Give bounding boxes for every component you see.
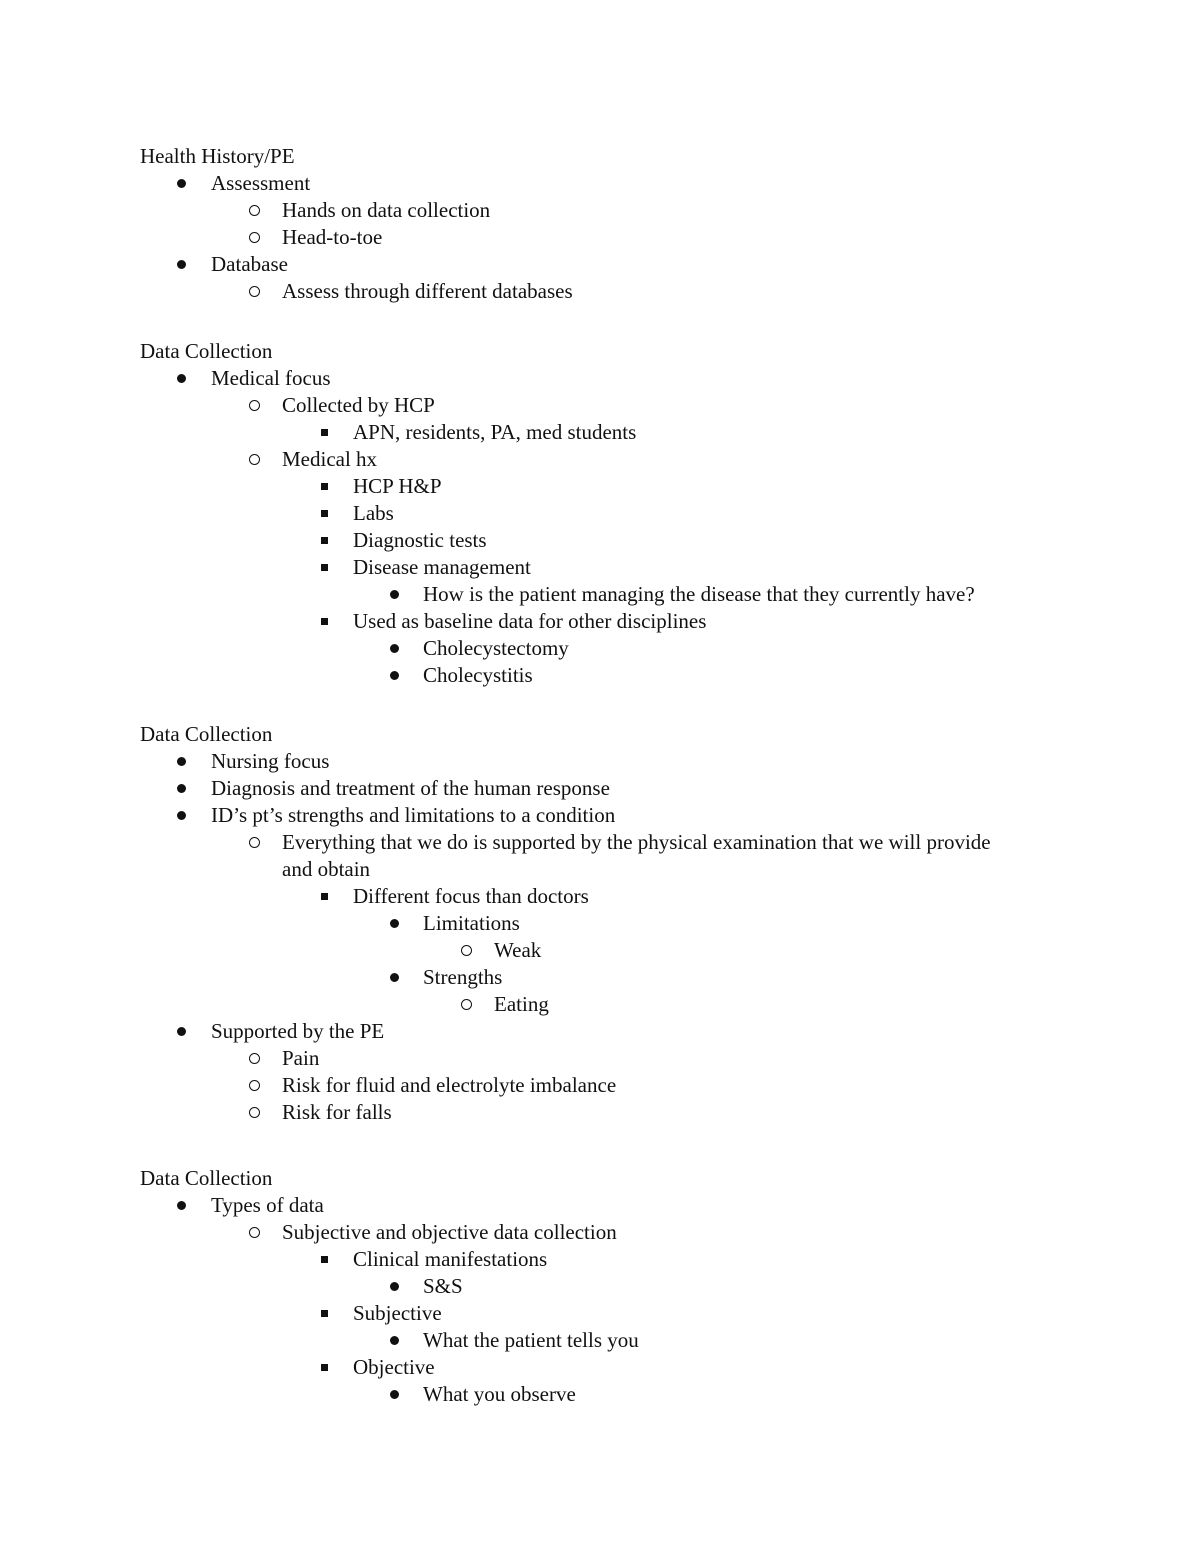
list-item: Labs xyxy=(140,500,1060,527)
hollow-bullet-icon xyxy=(244,829,264,856)
section-health-history xyxy=(140,143,1060,305)
outline-list xyxy=(140,1192,1060,1408)
list-item: Assessment xyxy=(140,170,1060,197)
hollow-bullet-icon xyxy=(244,278,264,305)
list-item: Subjective xyxy=(140,1300,1060,1327)
hollow-bullet-icon xyxy=(244,1219,264,1246)
filled-bullet-icon xyxy=(171,251,191,278)
hollow-bullet-icon xyxy=(244,224,264,251)
list-item: Assess through different databases xyxy=(140,278,1060,305)
list-item: What you observe xyxy=(140,1381,1060,1408)
hollow-bullet-icon xyxy=(244,1045,264,1072)
list-item: Diagnosis and treatment of the human response xyxy=(140,775,1060,802)
list-item: Risk for fluid and electrolyte imbalance xyxy=(140,1072,1060,1099)
list-item: Subjective and objective data collection xyxy=(140,1219,1060,1246)
section-data-collection-types xyxy=(140,1165,1060,1408)
list-item: Medical hx xyxy=(140,446,1060,473)
square-bullet-icon xyxy=(314,1246,334,1273)
square-bullet-icon xyxy=(314,527,334,554)
list-item: Used as baseline data for other disciplines xyxy=(140,608,1060,635)
square-bullet-icon xyxy=(314,1354,334,1381)
list-item: Cholecystectomy xyxy=(140,635,1060,662)
list-item: Strengths xyxy=(140,964,1060,991)
outline-list xyxy=(140,365,1060,689)
list-item: Collected by HCP xyxy=(140,392,1060,419)
list-item: HCP H&P xyxy=(140,473,1060,500)
list-item: Eating xyxy=(140,991,1060,1018)
hollow-bullet-icon xyxy=(244,1099,264,1126)
hollow-bullet-icon xyxy=(456,937,476,964)
list-item: Diagnostic tests xyxy=(140,527,1060,554)
section-data-collection-nursing xyxy=(140,721,1060,1126)
list-item: What the patient tells you xyxy=(140,1327,1060,1354)
square-bullet-icon xyxy=(314,419,334,446)
list-item: Hands on data collection xyxy=(140,197,1060,224)
list-item: Everything that we do is supported by the physical examination that we will provide and obtain xyxy=(140,829,1060,883)
square-bullet-icon xyxy=(314,473,334,500)
filled-bullet-icon xyxy=(384,662,404,689)
filled-bullet-icon xyxy=(384,1327,404,1354)
list-item: S&S xyxy=(140,1273,1060,1300)
square-bullet-icon xyxy=(314,608,334,635)
filled-bullet-icon xyxy=(171,775,191,802)
filled-bullet-icon xyxy=(384,1273,404,1300)
filled-bullet-icon xyxy=(171,802,191,829)
square-bullet-icon xyxy=(314,1300,334,1327)
list-item: APN, residents, PA, med students xyxy=(140,419,1060,446)
hollow-bullet-icon xyxy=(244,392,264,419)
filled-bullet-icon xyxy=(171,365,191,392)
square-bullet-icon xyxy=(314,500,334,527)
filled-bullet-icon xyxy=(171,170,191,197)
filled-bullet-icon xyxy=(171,1192,191,1219)
outline-list xyxy=(140,748,1060,1126)
list-item: Head-to-toe xyxy=(140,224,1060,251)
filled-bullet-icon xyxy=(171,1018,191,1045)
filled-bullet-icon xyxy=(384,635,404,662)
hollow-bullet-icon xyxy=(244,1072,264,1099)
list-item: Limitations xyxy=(140,910,1060,937)
section-data-collection-medical xyxy=(140,338,1060,689)
section-heading: Data Collection xyxy=(140,339,273,363)
list-item: Different focus than doctors xyxy=(140,883,1060,910)
list-item: Nursing focus xyxy=(140,748,1060,775)
hollow-bullet-icon xyxy=(244,197,264,224)
list-item: Types of data xyxy=(140,1192,1060,1219)
list-item: Risk for falls xyxy=(140,1099,1060,1126)
filled-bullet-icon xyxy=(384,910,404,937)
section-heading: Data Collection xyxy=(140,722,273,746)
filled-bullet-icon xyxy=(171,748,191,775)
list-item: Clinical manifestations xyxy=(140,1246,1060,1273)
hollow-bullet-icon xyxy=(456,991,476,1018)
list-item: Cholecystitis xyxy=(140,662,1060,689)
list-item: Medical focus xyxy=(140,365,1060,392)
section-heading: Data Collection xyxy=(140,1166,273,1190)
square-bullet-icon xyxy=(314,883,334,910)
list-item: ID’s pt’s strengths and limitations to a condition xyxy=(140,802,1060,829)
list-item: Objective xyxy=(140,1354,1060,1381)
section-heading: Health History/PE xyxy=(140,144,295,168)
list-item: Disease management xyxy=(140,554,1060,581)
list-item: Supported by the PE xyxy=(140,1018,1060,1045)
outline-list xyxy=(140,170,1060,305)
filled-bullet-icon xyxy=(384,964,404,991)
list-item: How is the patient managing the disease that they currently have? xyxy=(140,581,1060,608)
filled-bullet-icon xyxy=(384,581,404,608)
list-item: Weak xyxy=(140,937,1060,964)
list-item: Database xyxy=(140,251,1060,278)
filled-bullet-icon xyxy=(384,1381,404,1408)
square-bullet-icon xyxy=(314,554,334,581)
list-item: Pain xyxy=(140,1045,1060,1072)
hollow-bullet-icon xyxy=(244,446,264,473)
